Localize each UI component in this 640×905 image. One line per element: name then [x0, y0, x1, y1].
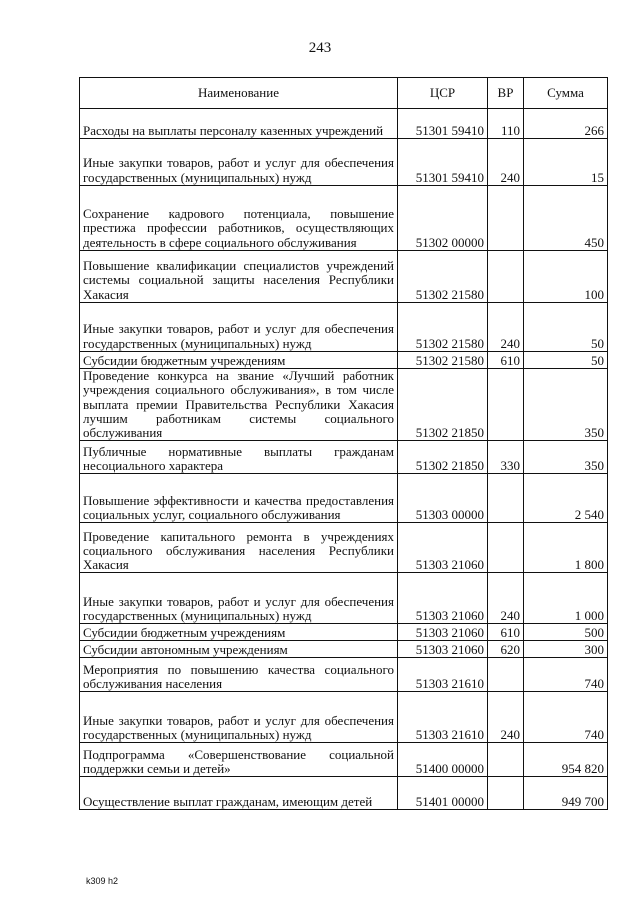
table-row	[80, 523, 608, 573]
header-csr: ЦСР	[398, 78, 488, 109]
table-row	[80, 352, 608, 369]
row-name: Проведение капитального ремонта в учреждениях социального обслуживания населения Республики Хакасия	[80, 523, 398, 573]
row-sum: 954 820	[524, 743, 608, 777]
table-header	[80, 78, 608, 109]
row-vr	[488, 523, 524, 573]
row-sum: 450	[524, 186, 608, 251]
row-csr: 51401 00000	[398, 777, 488, 810]
row-vr: 610	[488, 624, 524, 641]
row-sum: 1 000	[524, 573, 608, 624]
table-row	[80, 441, 608, 474]
row-name: Субсидии автономным учреждениям	[80, 641, 398, 658]
row-csr: 51400 00000	[398, 743, 488, 777]
row-name: Мероприятия по повышению качества социального обслуживания населения	[80, 658, 398, 692]
footer-code: k309 h2	[86, 876, 119, 886]
row-name: Иные закупки товаров, работ и услуг для обеспечения государственных (муниципальных) нужд	[80, 139, 398, 186]
row-sum: 500	[524, 624, 608, 641]
row-csr: 51303 00000	[398, 474, 488, 523]
row-sum: 350	[524, 441, 608, 474]
table-row	[80, 251, 608, 303]
row-name: Иные закупки товаров, работ и услуг для обеспечения государственных (муниципальных) нужд	[80, 692, 398, 743]
row-name: Расходы на выплаты персоналу казенных учреждений	[80, 109, 398, 139]
table-row	[80, 692, 608, 743]
row-name: Осуществление выплат гражданам, имеющим детей	[80, 777, 398, 810]
row-csr: 51303 21060	[398, 573, 488, 624]
row-sum: 350	[524, 369, 608, 441]
row-sum: 50	[524, 352, 608, 369]
row-sum: 15	[524, 139, 608, 186]
row-vr	[488, 777, 524, 810]
row-csr: 51301 59410	[398, 109, 488, 139]
row-name: Публичные нормативные выплаты гражданам несоциального характера	[80, 441, 398, 474]
row-csr: 51303 21060	[398, 624, 488, 641]
row-csr: 51303 21060	[398, 523, 488, 573]
row-sum: 949 700	[524, 777, 608, 810]
table-row	[80, 369, 608, 441]
row-sum: 740	[524, 692, 608, 743]
row-name: Субсидии бюджетным учреждениям	[80, 624, 398, 641]
row-vr	[488, 474, 524, 523]
row-sum: 100	[524, 251, 608, 303]
row-name: Сохранение кадрового потенциала, повышение престижа профессии работников, осуществляющих деятельность в сфере социального обслуживания	[80, 186, 398, 251]
row-vr	[488, 743, 524, 777]
row-csr: 51303 21610	[398, 658, 488, 692]
row-sum: 266	[524, 109, 608, 139]
table-row	[80, 777, 608, 810]
row-name: Подпрограмма «Совершенствование социальной поддержки семьи и детей»	[80, 743, 398, 777]
table-row	[80, 658, 608, 692]
table-row	[80, 474, 608, 523]
row-vr: 240	[488, 692, 524, 743]
row-vr: 330	[488, 441, 524, 474]
row-sum: 1 800	[524, 523, 608, 573]
row-vr: 110	[488, 109, 524, 139]
row-vr: 240	[488, 573, 524, 624]
row-csr: 51302 21850	[398, 369, 488, 441]
row-vr	[488, 251, 524, 303]
row-vr: 240	[488, 139, 524, 186]
table-row	[80, 624, 608, 641]
row-vr	[488, 658, 524, 692]
row-vr: 620	[488, 641, 524, 658]
row-name: Иные закупки товаров, работ и услуг для обеспечения государственных (муниципальных) нужд	[80, 573, 398, 624]
table-row	[80, 303, 608, 352]
table-row	[80, 186, 608, 251]
row-name: Субсидии бюджетным учреждениям	[80, 352, 398, 369]
row-sum: 740	[524, 658, 608, 692]
row-vr	[488, 369, 524, 441]
table-row	[80, 641, 608, 658]
page-number: 243	[308, 40, 332, 56]
table-row	[80, 139, 608, 186]
row-csr: 51302 21850	[398, 441, 488, 474]
row-csr: 51301 59410	[398, 139, 488, 186]
table-row	[80, 573, 608, 624]
row-csr: 51302 21580	[398, 251, 488, 303]
row-sum: 2 540	[524, 474, 608, 523]
table-row	[80, 109, 608, 139]
row-sum: 300	[524, 641, 608, 658]
table-row	[80, 743, 608, 777]
header-sum: Сумма	[524, 78, 608, 109]
row-csr: 51303 21060	[398, 641, 488, 658]
row-name: Повышение эффективности и качества предоставления социальных услуг, социального обслуживания	[80, 474, 398, 523]
row-vr: 240	[488, 303, 524, 352]
row-sum: 50	[524, 303, 608, 352]
row-name: Иные закупки товаров, работ и услуг для обеспечения государственных (муниципальных) нужд	[80, 303, 398, 352]
row-vr	[488, 186, 524, 251]
row-name: Повышение квалификации специалистов учреждений системы социальной защиты населения Республики Хакасия	[80, 251, 398, 303]
row-csr: 51302 00000	[398, 186, 488, 251]
table-body	[80, 109, 608, 810]
header-row	[80, 78, 608, 109]
header-name: Наименование	[80, 78, 398, 109]
row-csr: 51302 21580	[398, 303, 488, 352]
budget-table	[79, 77, 608, 810]
row-name: Проведение конкурса на звание «Лучший работник учреждения социального обслуживания», в том числе выплата премии Правительства Республики Хакасия лучшим работникам системы социального обслуживания	[80, 369, 398, 441]
row-vr: 610	[488, 352, 524, 369]
header-vr: ВР	[488, 78, 524, 109]
row-csr: 51303 21610	[398, 692, 488, 743]
row-csr: 51302 21580	[398, 352, 488, 369]
